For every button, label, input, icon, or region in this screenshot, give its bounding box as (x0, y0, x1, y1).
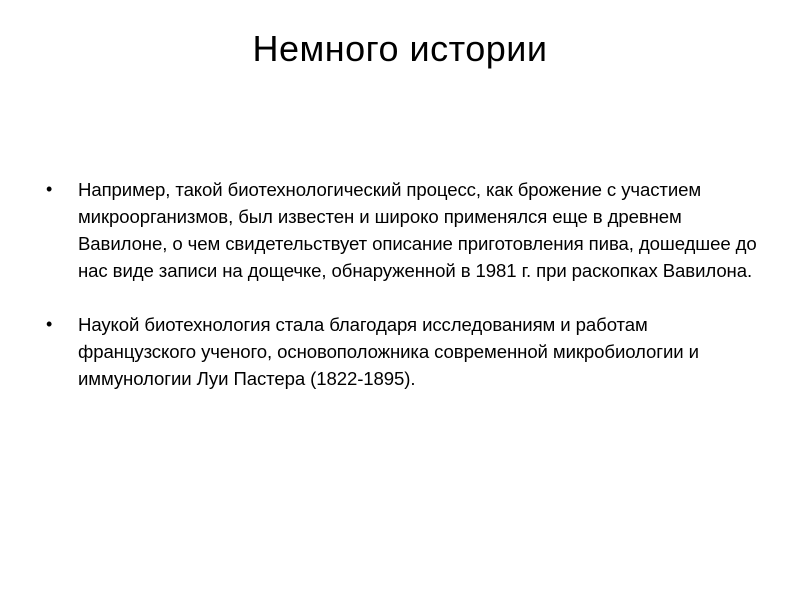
bullet-list (46, 176, 762, 392)
bullet-marker: • (46, 314, 53, 334)
bullet-marker: • (46, 179, 53, 199)
bullet-text: Наукой биотехнология стала благодаря исследованиям и работам французского ученого, основоположника современной микробиологии и иммунологии Луи Пастера (1822-1895). (78, 314, 699, 389)
bullet-text: Например, такой биотехнологический процесс, как брожение с участием микроорганизмов, был известен и широко применялся еще в древнем Вавилоне, о чем свидетельствует описание приготовления пива, дошедшее до нас виде записи на дощечке, обнаруженной в 1981 г. при раскопках Вавилона. (78, 179, 757, 281)
slide-title: Немного истории (252, 28, 548, 69)
bullet-item-fermentation-history (46, 176, 762, 284)
bullet-item-pasteur (46, 311, 762, 392)
